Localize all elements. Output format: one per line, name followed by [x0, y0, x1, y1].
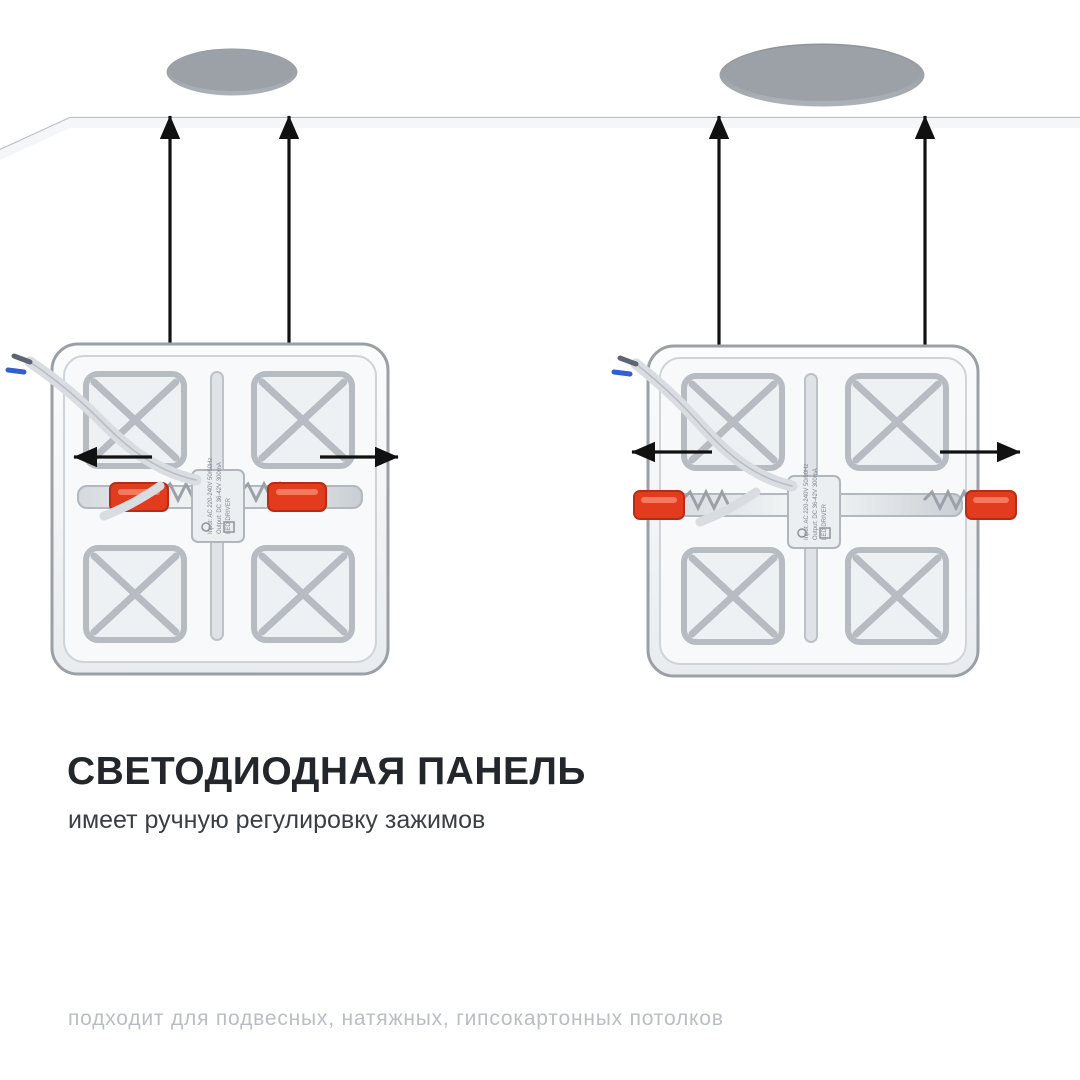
page-footnote: подходит для подвесных, натяжных, гипсокартонных потолков — [68, 1007, 724, 1030]
page-subtitle: имеет ручную регулировку зажимов — [68, 806, 486, 834]
clip-right — [966, 491, 1016, 519]
svg-text:LED DRIVER: LED DRIVER — [822, 503, 828, 540]
svg-text:Input: AC 220-240V 50/60Hz: Input: AC 220-240V 50/60Hz — [804, 463, 810, 540]
svg-text:Output: DC 36-42V 300mA: Output: DC 36-42V 300mA — [217, 462, 223, 534]
svg-text:Input: AC 220-240V 50/60Hz: Input: AC 220-240V 50/60Hz — [208, 457, 214, 534]
led-panel-clips-wide — [614, 346, 1020, 676]
clip-left — [634, 491, 684, 519]
clip-right — [268, 483, 326, 511]
svg-text:Output: DC 36-42V 300mA: Output: DC 36-42V 300mA — [813, 468, 819, 540]
led-driver-box — [788, 464, 840, 548]
led-driver-box — [192, 458, 244, 542]
page-title: СВЕТОДИОДНАЯ ПАНЕЛЬ — [67, 750, 586, 793]
svg-text:LED DRIVER: LED DRIVER — [226, 497, 232, 534]
ceiling-slab — [0, 10, 1080, 160]
led-panel-clips-narrow — [8, 344, 398, 674]
